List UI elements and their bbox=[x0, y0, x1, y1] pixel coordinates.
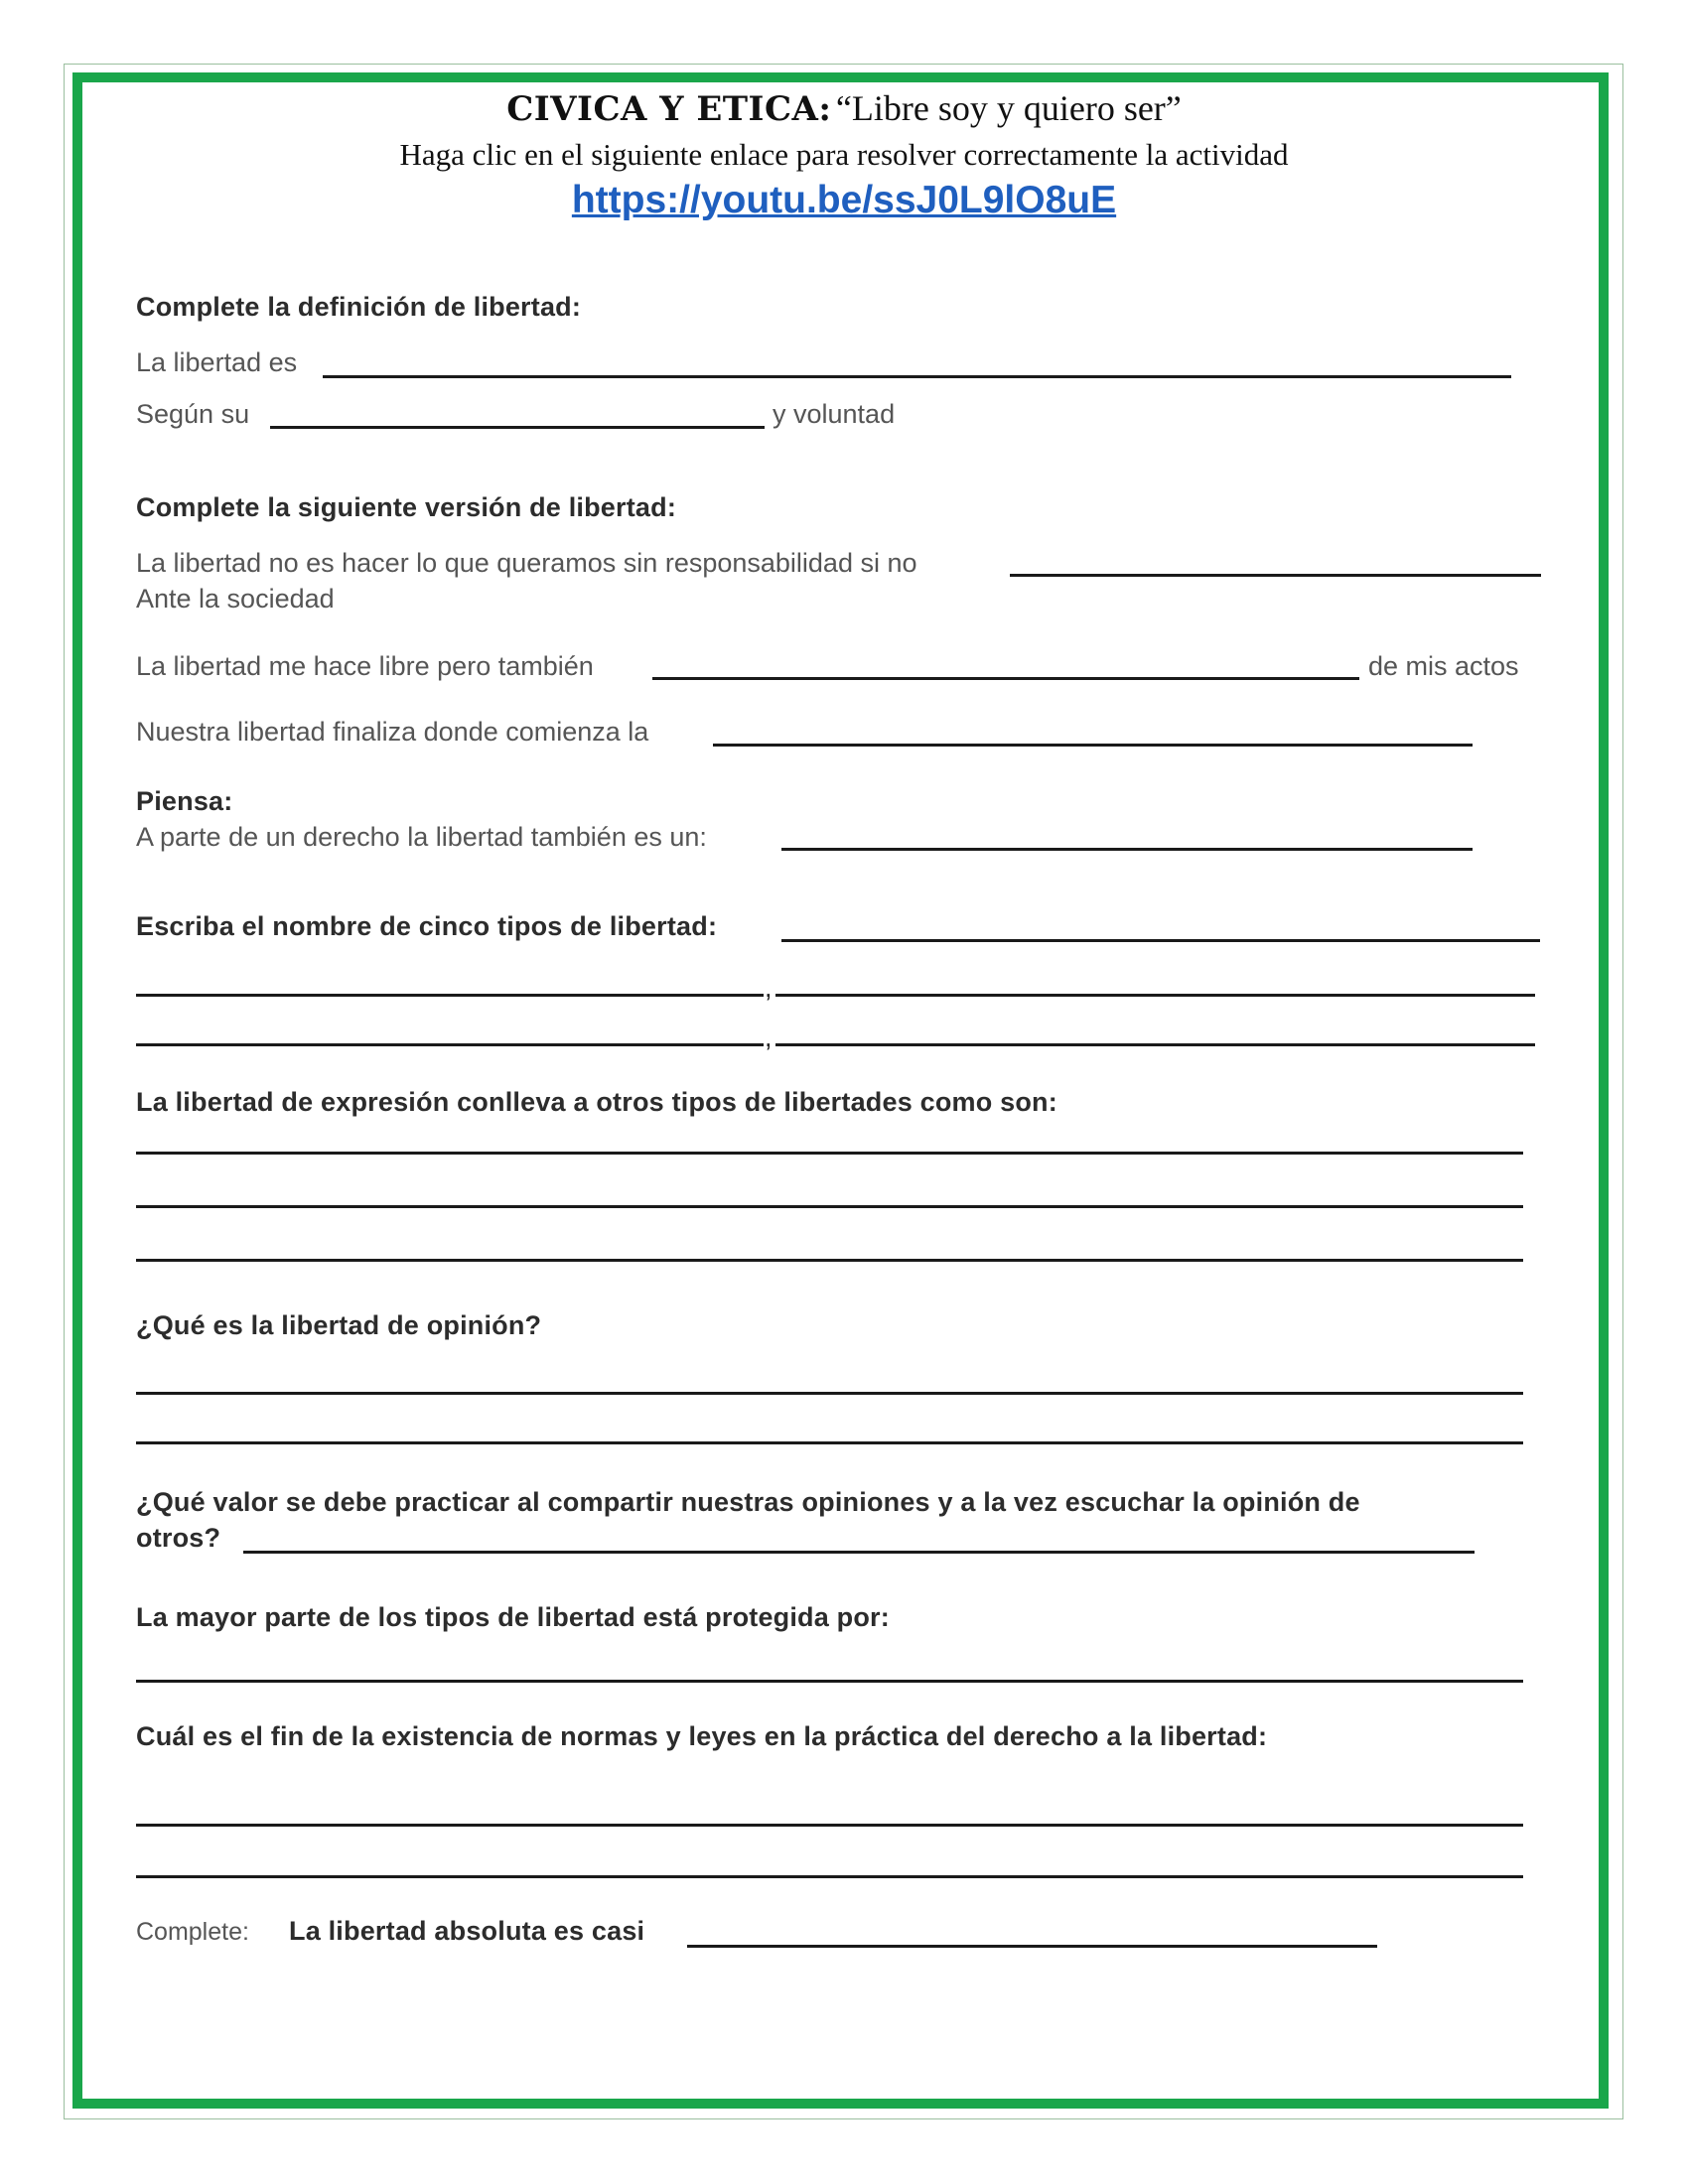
think-text: A parte de un derecho la libertad también es un: bbox=[136, 822, 707, 852]
answer-line[interactable] bbox=[136, 1392, 1523, 1395]
list-separator: , bbox=[765, 973, 773, 1003]
value-heading-line2: otros? bbox=[136, 1523, 221, 1553]
five-types-heading: Escriba el nombre de cinco tipos de libertad: bbox=[136, 911, 718, 941]
think-heading: Piensa: bbox=[136, 786, 233, 816]
answer-line[interactable] bbox=[323, 375, 1511, 378]
version-line2-label: La libertad me hace libre pero también bbox=[136, 651, 594, 681]
subject-label: CIVICA Y ETICA: bbox=[506, 89, 832, 129]
absolute-label: Complete: bbox=[136, 1918, 249, 1946]
answer-line[interactable] bbox=[687, 1945, 1377, 1948]
definition-heading: Complete la definición de libertad: bbox=[136, 292, 582, 322]
video-link[interactable]: https://youtu.be/ssJ0L9lO8uE bbox=[571, 179, 1117, 221]
value-heading-line1: ¿Qué valor se debe practicar al compartir nuestras opiniones y a la vez escuchar la opinión de bbox=[136, 1487, 1360, 1517]
answer-line[interactable] bbox=[136, 1441, 1523, 1444]
worksheet-quote: “Libre soy y quiero ser” bbox=[835, 88, 1182, 128]
expression-heading: La libertad de expresión conlleva a otros tipos de libertades como son: bbox=[136, 1087, 1057, 1117]
version-line3-label: Nuestra libertad finaliza donde comienza la bbox=[136, 717, 649, 747]
definition-line1-label: La libertad es bbox=[136, 347, 298, 377]
purpose-heading: Cuál es el fin de la existencia de normas y leyes en la práctica del derecho a la libertad: bbox=[136, 1721, 1268, 1751]
opinion-heading: ¿Qué es la libertad de opinión? bbox=[136, 1310, 542, 1340]
definition-line2-label: Según su bbox=[136, 399, 250, 429]
answer-line[interactable] bbox=[136, 1824, 1523, 1827]
version-line1-label: La libertad no es hacer lo que queramos sin responsabilidad si no bbox=[136, 548, 917, 578]
answer-line[interactable] bbox=[781, 939, 1540, 942]
instruction-text: Haga clic en el siguiente enlace para resolver correctamente la actividad bbox=[399, 137, 1289, 172]
answer-line[interactable] bbox=[781, 848, 1473, 851]
answer-line[interactable] bbox=[775, 1043, 1535, 1046]
answer-line[interactable] bbox=[136, 994, 764, 997]
version-heading: Complete la siguiente versión de libertad: bbox=[136, 492, 677, 522]
answer-line[interactable] bbox=[136, 1680, 1523, 1683]
answer-line[interactable] bbox=[136, 1152, 1523, 1155]
video-link-container bbox=[0, 179, 1688, 222]
definition-line2-suffix: y voluntad bbox=[773, 399, 896, 429]
answer-line[interactable] bbox=[775, 994, 1535, 997]
answer-line[interactable] bbox=[270, 426, 765, 429]
answer-line[interactable] bbox=[713, 744, 1473, 747]
answer-line[interactable] bbox=[652, 677, 1359, 680]
version-line2-suffix: de mis actos bbox=[1368, 651, 1519, 681]
answer-line[interactable] bbox=[1010, 574, 1541, 577]
answer-line[interactable] bbox=[136, 1205, 1523, 1208]
protected-heading: La mayor parte de los tipos de libertad está protegida por: bbox=[136, 1602, 890, 1632]
answer-line[interactable] bbox=[136, 1043, 764, 1046]
worksheet-title bbox=[0, 87, 1688, 129]
version-line1-continuation: Ante la sociedad bbox=[136, 584, 335, 614]
answer-line[interactable] bbox=[136, 1875, 1523, 1878]
answer-line[interactable] bbox=[136, 1259, 1523, 1262]
absolute-heading: La libertad absoluta es casi bbox=[289, 1916, 645, 1946]
answer-line[interactable] bbox=[243, 1551, 1475, 1554]
list-separator: , bbox=[765, 1023, 773, 1052]
